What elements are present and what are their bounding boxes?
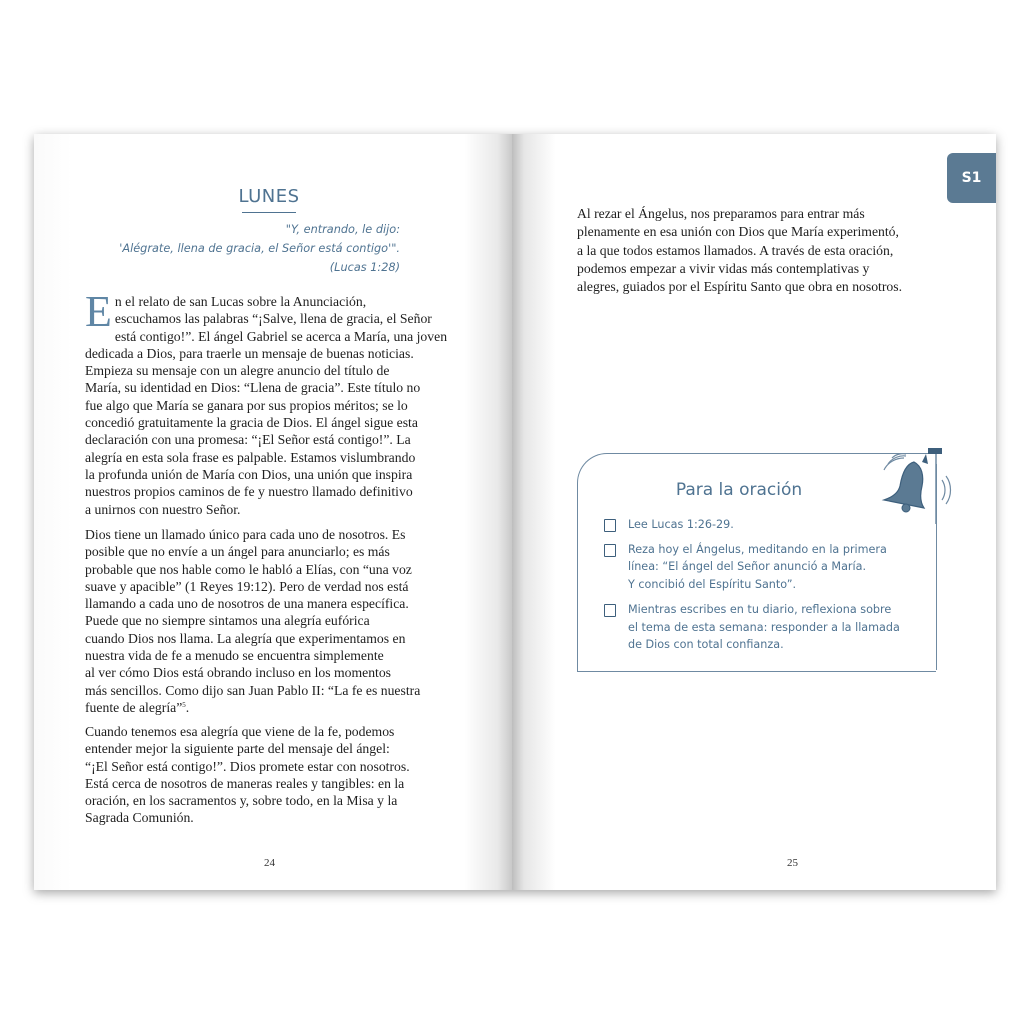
text-line: Puede que no siempre sintamos una alegría eufórica [85,613,370,629]
text-line: “¡El Señor está contigo!”. Dios promete estar con nosotros. [85,758,410,774]
text-line: alegría en esta sola frase es palpable. Estamos vislumbrando [85,449,416,465]
text-line: está contigo!”. El ángel Gabriel se acerca a María, una joven [114,328,448,344]
text-line: llamando a cada uno de nosotros de una manera específica. [85,596,409,612]
epigraph [119,220,400,277]
text-line: cuando Dios nos llama. La alegría que experimentamos en [85,630,406,646]
prayer-item-text: Reza hoy el Ángelus, meditando en la primera [628,542,887,556]
text-line: suave y apacible” (1 Reyes 19:12). Pero de verdad nos está [85,578,409,594]
bell-icon [862,442,952,524]
text-line: María, su identidad en Dios: “Llena de gracia”. Este título no [85,380,421,396]
prayer-item-text: Lee Lucas 1:26-29. [628,518,734,531]
book-spread [34,134,996,890]
text-line: podemos empezar a vivir vidas más contemplativas y [577,260,870,276]
text-line: alegres, guiados por el Espíritu Santo que obra en nosotros. [577,279,903,295]
drop-cap: E [85,287,112,336]
text-line: fue algo que María se ganara por sus propios méritos; se lo [85,397,408,413]
text-line-last [85,699,455,716]
text-line: a la que todos estamos llamados. A través de esta oración, [577,242,894,258]
text-line: Sagrada Comunión. [85,810,194,826]
text-line: más sencillos. Como dijo san Juan Pablo II: “La fe es nuestra [85,682,421,698]
paragraph-2 [85,526,455,716]
text-line: Dios tiene un llamado único para cada uno de nosotros. Es [85,527,406,542]
prayer-item-text: línea: “El ángel del Señor anunció a María. [628,560,867,574]
text-line: Está cerca de nosotros de maneras reales y tangibles: en la [85,775,405,791]
prayer-item [604,541,914,594]
checkbox-icon [604,519,616,532]
text-line: plenamente en esa unión con Dios que María experimentó, [577,224,899,240]
prayer-item [604,601,914,654]
prayer-item-text: de Dios con total confianza. [628,638,784,652]
text-line: concedió gratuitamente la gracia de Dios. El ángel sigue esta [85,415,418,431]
text-line: al ver cómo Dios está obrando incluso en los momentos [85,665,392,681]
paragraph-1 [85,287,455,518]
prayer-item-text: Mientras escribes en tu diario, reflexiona sobre [628,602,892,616]
text-line: declaración con una promesa: “¡El Señor está contigo!”. La [85,432,411,448]
text-line: escuchamos las palabras “¡Salve, llena de gracia, el Señor [114,311,432,327]
checkbox-icon [604,544,616,557]
epigraph-citation: (Lucas 1:28) [329,261,400,274]
section-tab: S1 [947,153,996,203]
title-underline [242,212,296,213]
day-title: LUNES [238,186,300,207]
text-line: Empieza su mensaje con un alegre anuncio del título de [85,363,390,379]
text-fragment: fuente de alegría” [85,699,183,715]
right-page [512,134,996,890]
text-fragment: . [185,699,190,715]
text-line: probable que nos hable como le habló a Elías, con “una voz [85,561,412,577]
text-line: n el relato de san Lucas sobre la Anunciación, [114,294,367,309]
footnote-marker: 5 [182,700,186,709]
page-number: 24 [264,857,275,869]
prayer-item-text: Y concibió del Espíritu Santo”. [628,578,797,592]
prayer-box-title: Para la oración [675,480,803,500]
text-line: la profunda unión de María con Dios, una unión que inspira [85,466,413,482]
text-line: a unirnos con nuestro Señor. [85,501,241,517]
epigraph-line: "Y, entrando, le dijo: [285,223,400,236]
page-number: 25 [787,857,798,869]
epigraph-line: 'Alégrate, llena de gracia, el Señor está contigo'". [119,242,400,255]
text-line: dedicada a Dios, para traerle un mensaje de buenas noticias. [85,345,414,361]
left-page [34,134,512,890]
text-line: nuestra vida de fe a menudo se encuentra simplemente [85,648,384,664]
checkbox-icon [604,604,616,617]
paragraph-3 [85,723,455,827]
text-line: posible que no envíe a un ángel para anunciarlo; es más [85,544,390,560]
right-paragraph [577,205,967,296]
prayer-list [604,516,914,661]
text-line: Cuando tenemos esa alegría que viene de la fe, podemos [85,724,395,739]
prayer-item-text: el tema de esta semana: responder a la llamada [628,620,900,634]
text-line: Al rezar el Ángelus, nos preparamos para entrar más [577,206,865,221]
text-line: entender mejor la siguiente parte del mensaje del ángel: [85,741,390,757]
text-line: nuestros propios caminos de fe y nuestro llamado definitivo [85,484,413,500]
text-line: oración, en los sacramentos y, sobre todo, en la Misa y la [85,793,398,809]
